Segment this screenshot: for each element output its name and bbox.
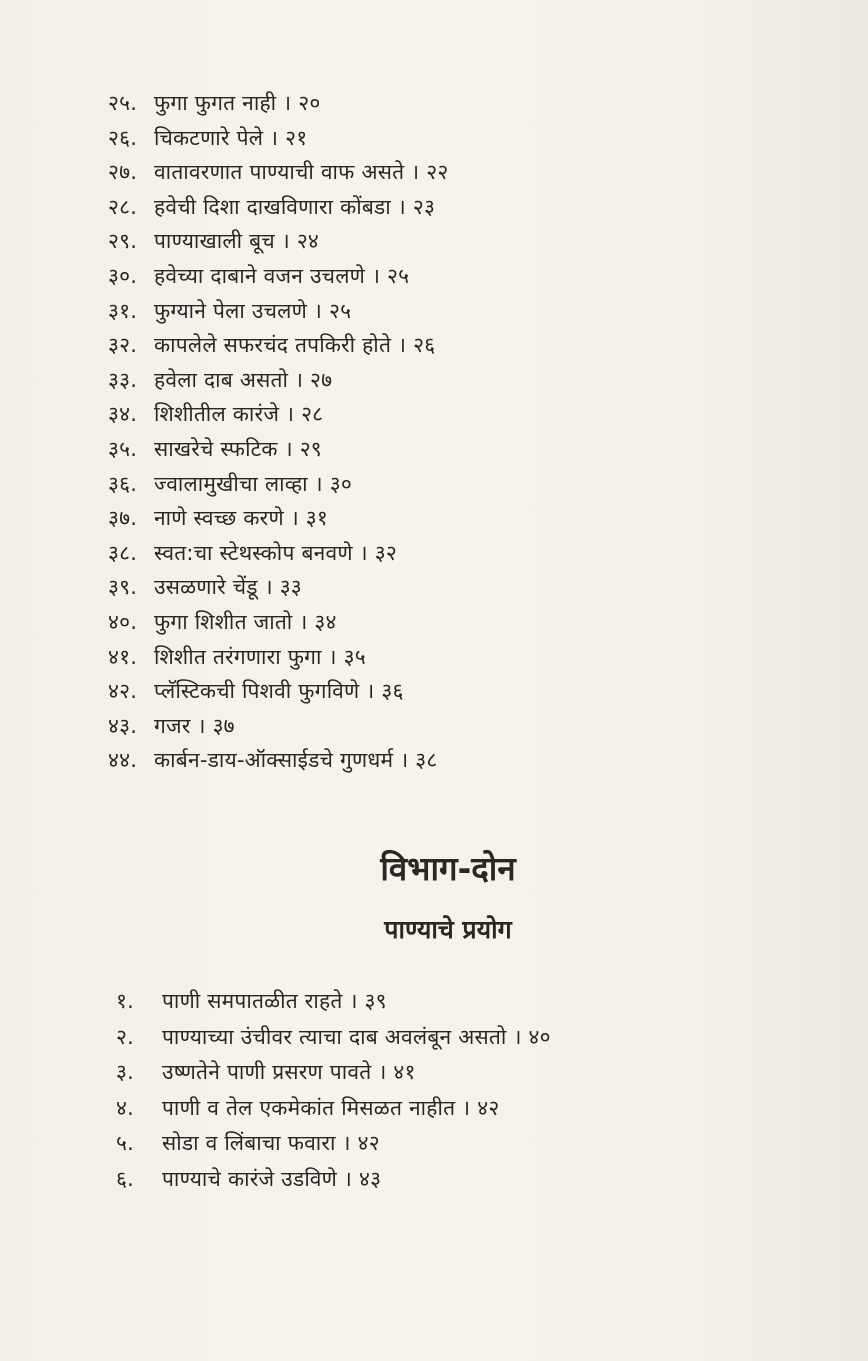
entry-number: ३५. — [108, 436, 138, 461]
entry-separator: । — [314, 471, 323, 496]
entry-page: २६ — [413, 333, 436, 358]
contents-entry — [108, 709, 448, 744]
entry-separator: । — [290, 506, 299, 531]
entry-title: फुगा शिशीत जातो — [154, 609, 293, 634]
entry-page: ३२ — [374, 540, 397, 565]
entry-page: ४१ — [393, 1060, 416, 1084]
contents-list-section-one — [108, 86, 448, 778]
entry-title: प्लॅस्टिकची पिशवी फुगविणे — [154, 679, 360, 704]
contents-entry — [116, 1020, 551, 1056]
contents-entry — [116, 1126, 551, 1162]
entry-title: हवेच्या दाबाने वजन उचलणे — [154, 263, 366, 288]
entry-number: ६. — [116, 1166, 134, 1191]
entry-page: ४३ — [358, 1166, 382, 1191]
entry-number: ४१. — [108, 644, 138, 669]
entry-page: ३७ — [212, 713, 235, 738]
entry-separator: । — [462, 1095, 471, 1120]
entry-page: ३१ — [305, 506, 329, 531]
entry-separator: । — [281, 229, 290, 254]
entry-separator: । — [283, 91, 292, 115]
contents-entry — [108, 328, 448, 363]
entry-separator: । — [294, 367, 304, 392]
contents-entry — [108, 570, 448, 605]
entry-separator: । — [342, 1131, 351, 1155]
entry-title: पाण्याखाली बूच — [154, 229, 275, 254]
contents-entry — [116, 1091, 551, 1127]
entry-page: २८ — [301, 402, 324, 427]
entry-number: ३६. — [108, 471, 138, 496]
entry-title: हवेला दाब असतो — [154, 367, 289, 392]
entry-separator: । — [197, 713, 206, 738]
entry-title: नाणे स्वच्छ करणे — [154, 506, 284, 531]
contents-entry — [108, 190, 448, 225]
entry-title: वातावरणात पाण्याची वाफ असते — [154, 160, 405, 185]
entry-separator: । — [513, 1024, 522, 1049]
entry-title: उष्णतेने पाणी प्रसरण पावते — [162, 1060, 372, 1084]
entry-number: २७. — [108, 160, 138, 185]
entry-title: फुगा फुगत नाही — [154, 91, 277, 115]
entry-page: ३४ — [314, 609, 337, 634]
entry-separator: । — [286, 402, 295, 427]
contents-entry — [108, 224, 448, 259]
entry-number: ३९. — [108, 575, 138, 600]
entry-page: ३५ — [343, 644, 366, 669]
entry-separator: । — [328, 644, 337, 669]
entry-separator: । — [366, 679, 375, 704]
contents-entry — [108, 536, 448, 571]
entry-number: २९. — [108, 229, 138, 254]
entry-page: ३३ — [279, 575, 302, 600]
entry-title: पाणी व तेल एकमेकांत मिसळत नाहीत — [162, 1095, 456, 1120]
contents-entry — [108, 743, 448, 778]
entry-separator: । — [264, 575, 273, 600]
section-heading: विभाग-दोन — [380, 849, 516, 888]
entry-separator: । — [270, 125, 279, 150]
entry-separator: । — [343, 1166, 353, 1191]
contents-entry — [108, 467, 448, 502]
entry-separator: । — [284, 436, 293, 461]
contents-entry — [108, 259, 448, 294]
entry-page: ३९ — [364, 989, 387, 1013]
entry-separator: । — [411, 160, 420, 185]
entry-page: २७ — [310, 367, 333, 392]
entry-number: ३०. — [108, 263, 138, 288]
entry-page: ४० — [528, 1024, 551, 1049]
contents-entry — [108, 155, 448, 190]
contents-entry — [116, 1055, 551, 1091]
entry-number: ४०. — [108, 609, 138, 634]
contents-entry — [108, 432, 448, 467]
contents-entry — [108, 86, 448, 121]
entry-number: ३८. — [108, 540, 138, 565]
entry-separator: । — [371, 263, 381, 288]
contents-entry — [108, 605, 448, 640]
entry-title: फुग्याने पेला उचलणे — [154, 298, 307, 323]
entry-title: स्वत:चा स्टेथस्कोप बनवणे — [154, 540, 353, 565]
entry-page: २० — [298, 91, 321, 115]
entry-title: हवेची दिशा दाखविणारा कोंबडा — [154, 194, 391, 219]
entry-title: पाणी समपातळीत राहते — [162, 989, 343, 1013]
entry-page: २१ — [285, 125, 308, 150]
section-subheading: पाण्याचे प्रयोग — [384, 915, 512, 944]
entry-title: साखरेचे स्फटिक — [154, 436, 278, 461]
entry-separator: । — [359, 540, 368, 565]
entry-title: ज्वालामुखीचा लाव्हा — [154, 471, 308, 496]
entry-title: पाण्याच्या उंचीवर त्याचा दाब अवलंबून असतो — [162, 1024, 507, 1049]
contents-list-section-two — [116, 984, 551, 1197]
entry-page: २४ — [296, 229, 320, 254]
entry-page: ४२ — [357, 1131, 380, 1155]
entry-title: शिशीत तरंगणारा फुगा — [154, 644, 322, 669]
entry-number: ४३. — [108, 713, 138, 738]
entry-number: ३२. — [108, 333, 138, 358]
entry-separator: । — [299, 609, 308, 634]
entry-number: ३. — [116, 1060, 134, 1084]
entry-title: उसळणारे चेंडू — [154, 575, 258, 600]
contents-entry — [108, 501, 448, 536]
entry-number: ४४. — [108, 748, 138, 773]
entry-title: कार्बन-डाय-ऑक्साईडचे गुणधर्म — [154, 748, 394, 773]
entry-page: ३६ — [381, 679, 404, 704]
entry-separator: । — [349, 989, 358, 1013]
entry-number: ३७. — [108, 506, 138, 531]
entry-title: शिशीतील कारंजे — [154, 402, 280, 427]
entry-number: ४२. — [108, 679, 138, 704]
entry-page: ४२ — [477, 1095, 500, 1120]
entry-number: ४. — [116, 1095, 134, 1120]
entry-page: २३ — [412, 194, 436, 219]
entry-separator: । — [398, 333, 407, 358]
entry-page: २९ — [299, 436, 322, 461]
entry-number: ५. — [116, 1131, 134, 1155]
entry-page: ३० — [329, 471, 352, 496]
contents-entry — [108, 121, 448, 156]
entry-number: १. — [116, 989, 134, 1013]
entry-number: २८. — [108, 194, 138, 219]
entry-number: २. — [116, 1024, 134, 1049]
contents-entry — [108, 294, 448, 329]
entry-separator: । — [397, 194, 406, 219]
entry-title: गजर — [154, 713, 191, 738]
entry-page: २२ — [426, 160, 449, 185]
entry-separator: । — [313, 298, 323, 323]
entry-separator: । — [400, 748, 409, 773]
entry-number: ३१. — [108, 298, 138, 323]
entry-page: ३८ — [415, 748, 438, 773]
contents-entry — [116, 984, 551, 1020]
entry-title: पाण्याचे कारंजे उडविणे — [162, 1166, 338, 1191]
entry-separator: । — [378, 1060, 387, 1084]
contents-entry — [108, 674, 448, 709]
entry-page: २५ — [328, 298, 352, 323]
contents-entry — [116, 1162, 551, 1198]
entry-number: ३४. — [108, 402, 138, 427]
entry-title: चिकटणारे पेले — [154, 125, 264, 150]
entry-number: २६. — [108, 125, 138, 150]
entry-number: २५. — [108, 91, 138, 115]
entry-page: २५ — [387, 263, 410, 288]
entry-number: ३३. — [108, 367, 138, 392]
contents-entry — [108, 363, 448, 398]
entry-title: सोडा व लिंबाचा फवारा — [162, 1131, 336, 1155]
contents-entry — [108, 640, 448, 675]
contents-entry — [108, 397, 448, 432]
entry-title: कापलेले सफरचंद तपकिरी होते — [154, 333, 392, 358]
